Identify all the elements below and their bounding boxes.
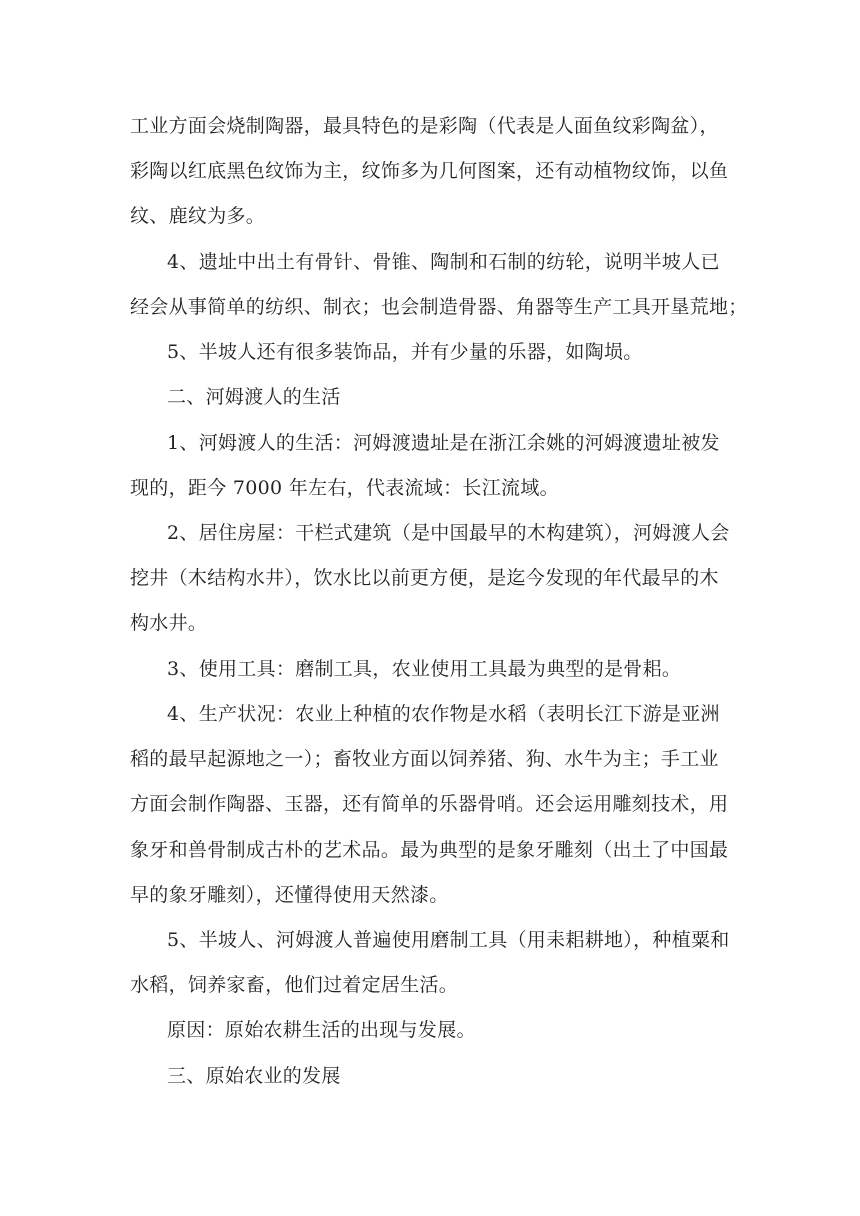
text-line-2: 彩陶以红底黑色纹饰为主，纹饰多为几何图案，还有动植物纹饰，以鱼	[130, 160, 729, 182]
text-line-18: 早的象牙雕刻），还懂得使用天然漆。	[130, 884, 449, 906]
text-line-20: 水稻，饲养家畜，他们过着定居生活。	[130, 974, 459, 996]
text-line-14: 4、生产状况：农业上种植的农作物是水稻（表明长江下游是亚洲	[167, 703, 720, 725]
text-line-10: 2、居住房屋：干栏式建筑（是中国最早的木构建筑），河姆渡人会	[167, 522, 730, 544]
text-line-13: 3、使用工具：磨制工具，农业使用工具最为典型的是骨耜。	[167, 658, 682, 680]
text-line-21: 原因：原始农耕生活的出现与发展。	[167, 1019, 476, 1041]
text-line-19: 5、半坡人、河姆渡人普遍使用磨制工具（用耒耜耕地），种植粟和	[167, 929, 730, 951]
text-line-16: 方面会制作陶器、玉器，还有简单的乐器骨哨。还会运用雕刻技术，用	[130, 793, 729, 815]
text-line-8: 1、河姆渡人的生活：河姆渡遗址是在浙江余姚的河姆渡遗址被发	[167, 432, 720, 454]
text-line-15: 稻的最早起源地之一）；畜牧业方面以饲养猪、狗、水牛为主；手工业	[130, 748, 719, 770]
text-line-1: 工业方面会烧制陶器，最具特色的是彩陶（代表是人面鱼纹彩陶盆），	[130, 115, 719, 137]
text-line-12: 构水井。	[130, 612, 208, 634]
text-line-4: 4、遗址中出土有骨针、骨锥、陶制和石制的纺轮，说明半坡人已	[167, 251, 720, 273]
text-line-17: 象牙和兽骨制成古朴的艺术品。最为典型的是象牙雕刻（出土了中国最	[130, 839, 729, 861]
text-line-11: 挖井（木结构水井），饮水比以前更方便，是迄今发现的年代最早的木	[130, 567, 719, 589]
section-heading-2: 二、河姆渡人的生活	[167, 386, 341, 408]
text-line-3: 纹、鹿纹为多。	[130, 205, 266, 227]
text-line-6: 5、半坡人还有很多装饰品，并有少量的乐器，如陶埙。	[167, 341, 643, 363]
text-line-9: 现的，距今 7000 年左右，代表流域：长江流域。	[130, 477, 559, 499]
text-line-5: 经会从事简单的纺织、制衣；也会制造骨器、角器等生产工具开垦荒地；	[130, 296, 748, 318]
section-heading-3: 三、原始农业的发展	[167, 1065, 341, 1087]
